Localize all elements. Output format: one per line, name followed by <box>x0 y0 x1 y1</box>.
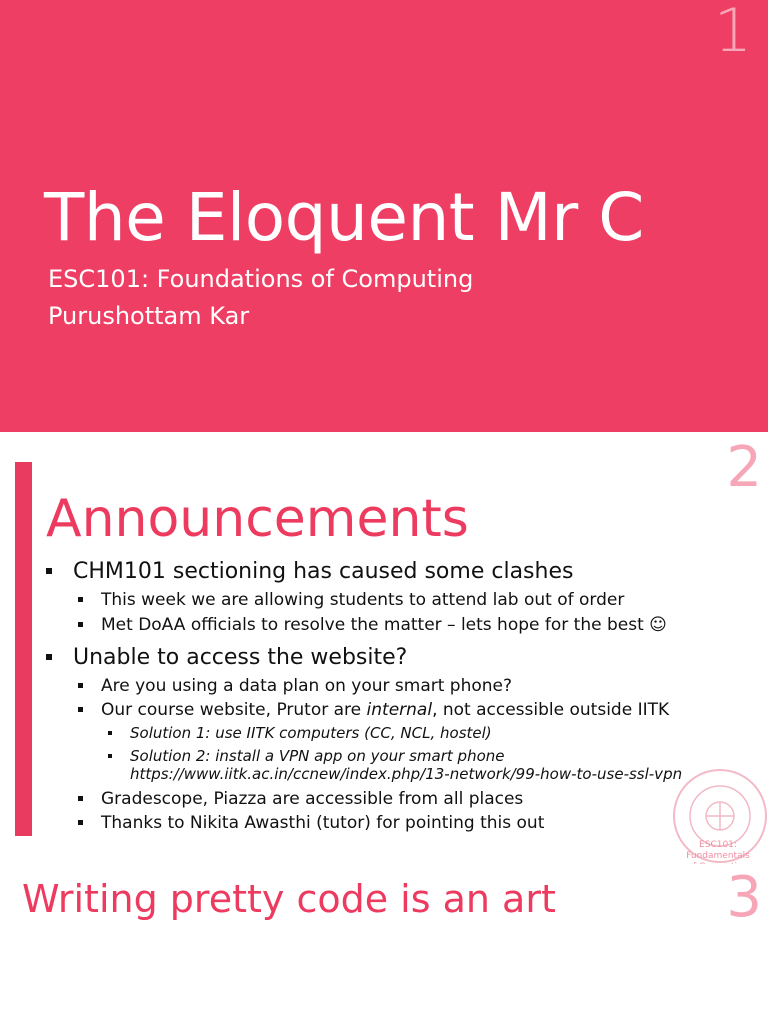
list-item <box>108 747 505 766</box>
list-item <box>78 788 523 810</box>
list-item <box>78 589 624 611</box>
slide-number: 2 <box>726 435 762 500</box>
list-item <box>78 675 512 697</box>
text-run: Our course website, Prutor are <box>101 700 367 720</box>
list-item <box>46 644 407 672</box>
list-item-text: Are you using a data plan on your smart phone? <box>101 676 513 696</box>
bullet-marker <box>78 683 83 688</box>
slide-number: 3 <box>726 865 762 930</box>
bullet-marker <box>78 796 83 801</box>
list-item-text: CHM101 sectioning has caused some clashes <box>73 559 574 584</box>
list-item <box>78 699 669 721</box>
slide-subtitle: ESC101: Foundations of Computing <box>48 265 474 293</box>
url-text[interactable] <box>130 765 682 784</box>
list-item-text: Met DoAA officials to resolve the matter – lets hope for the best ☺ <box>101 615 667 635</box>
list-item-text: Solution 1: use IITK computers (CC, NCL, hostel) <box>130 724 492 742</box>
bullet-marker <box>78 597 83 602</box>
seal-label-line: ESC101: Fundamentals <box>686 840 750 861</box>
list-item-text: This week we are allowing students to attend lab out of order <box>101 590 625 610</box>
slide-heading: Announcements <box>46 489 469 549</box>
list-item-text: Gradescope, Piazza are accessible from all places <box>101 789 524 809</box>
list-item-text: Solution 2: install a VPN app on your smart phone <box>130 747 505 765</box>
bullet-marker <box>108 731 112 735</box>
list-item-text: Thanks to Nikita Awasthi (tutor) for pointing this out <box>101 813 545 833</box>
bullet-marker <box>46 568 52 574</box>
bullet-marker <box>78 707 83 712</box>
accent-bar <box>15 462 32 836</box>
list-item <box>108 724 492 743</box>
code-art-slide <box>0 864 768 1024</box>
emphasis-text: internal <box>366 700 433 720</box>
slide-author: Purushottam Kar <box>48 302 250 330</box>
bullet-marker <box>78 820 83 825</box>
bullet-marker <box>46 654 52 660</box>
list-item <box>78 614 667 636</box>
title-slide <box>0 0 768 432</box>
list-item-text: Unable to access the website? <box>73 645 408 670</box>
list-item <box>46 558 573 586</box>
url-text-label: https://www.iitk.ac.in/ccnew/index.php/13-network/99-how-to-use-ssl-vpn <box>130 765 683 783</box>
bullet-marker <box>78 622 83 627</box>
slide-title: The Eloquent Mr C <box>44 179 644 256</box>
slide-title: Writing pretty code is an art <box>22 877 556 921</box>
list-item-text <box>78 700 669 720</box>
text-run: , not accessible outside IITK <box>432 700 670 720</box>
list-item <box>78 812 544 834</box>
bullet-marker <box>108 754 112 758</box>
announcements-slide <box>0 432 768 864</box>
slide-number: 1 <box>713 0 752 66</box>
